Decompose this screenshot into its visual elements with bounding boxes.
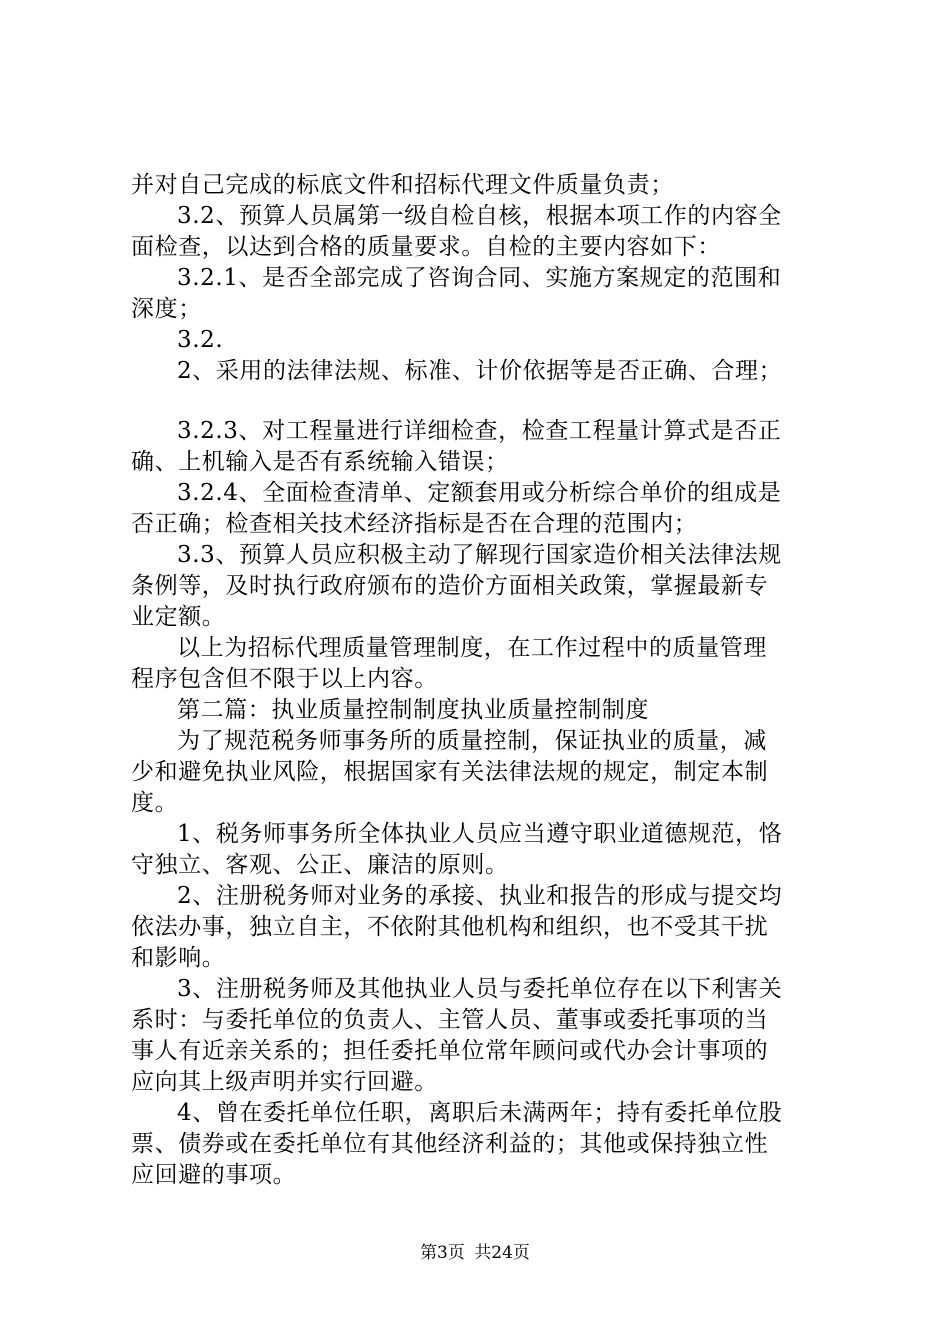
page-footer	[0, 1241, 950, 1265]
text-line: 应回避的事项。	[131, 1162, 297, 1188]
paragraph	[131, 726, 831, 819]
paragraph	[131, 633, 831, 695]
text-line: 深度；	[131, 296, 202, 322]
text-line: 事人有近亲关系的；担任委托单位常年顾问或代办会计事项的	[131, 1038, 769, 1064]
paragraph	[131, 695, 831, 726]
text-line: 为了规范税务师事务所的质量控制，保证执业的质量，减	[177, 728, 767, 754]
blank-line	[131, 387, 831, 416]
text-line: 否正确；检查相关技术经济指标是否在合理的范围内；	[131, 511, 698, 537]
paragraph	[131, 540, 831, 633]
text-line: 3.2.3、对工程量进行详细检查，检查工程量计算式是否正	[177, 418, 782, 444]
page-number: 第3页	[420, 1243, 465, 1263]
text-line: 第二篇：执业质量控制制度执业质量控制制度	[177, 697, 649, 723]
text-line: 少和避免执业风险，根据国家有关法律法规的规定，制定本制	[131, 759, 769, 785]
text-line: 3.2.1、是否全部完成了咨询合同、实施方案规定的范围和	[177, 265, 782, 291]
paragraph	[131, 881, 831, 974]
text-line: 3.3、预算人员应积极主动了解现行国家造价相关法律法规	[177, 542, 782, 568]
paragraph	[131, 263, 831, 325]
text-line: 4、曾在委托单位任职，离职后未满两年；持有委托单位股	[177, 1100, 783, 1126]
text-line: 以上为招标代理质量管理制度，在工作过程中的质量管理	[177, 635, 767, 661]
page-total: 共24页	[474, 1243, 530, 1263]
text-line: 应向其上级声明并实行回避。	[131, 1069, 438, 1095]
text-line: 条例等，及时执行政府颁布的造价方面相关政策，掌握最新专	[131, 573, 769, 599]
text-line: 3.2.4、全面检查清单、定额套用或分析综合单价的组成是	[177, 480, 782, 506]
text-line: 2、注册税务师对业务的承接、执业和报告的形成与提交均	[177, 883, 783, 909]
text-line: 3、注册税务师及其他执业人员与委托单位存在以下利害关	[177, 976, 783, 1002]
text-line: 度。	[131, 790, 179, 816]
paragraph	[131, 478, 831, 540]
paragraph	[131, 819, 831, 881]
paragraph	[131, 974, 831, 1098]
text-line: 3.2、预算人员属第一级自检自核，根据本项工作的内容全	[177, 203, 782, 229]
document-body	[131, 170, 831, 1191]
text-line: 依法办事，独立自主，不依附其他机构和组织，也不受其干扰	[131, 914, 769, 940]
paragraph	[131, 201, 831, 263]
text-line: 确、上机输入是否有系统输入错误；	[131, 449, 509, 475]
text-line: 2、采用的法律法规、标准、计价依据等是否正确、合理；	[177, 358, 783, 384]
text-line: 并对自己完成的标底文件和招标代理文件质量负责；	[131, 172, 674, 198]
text-line: 系时：与委托单位的负责人、主管人员、董事或委托事项的当	[131, 1007, 769, 1033]
text-line: 和影响。	[131, 945, 226, 971]
text-line: 业定额。	[131, 604, 226, 630]
paragraph	[131, 325, 831, 356]
paragraph	[131, 1098, 831, 1191]
text-line: 3.2.	[177, 327, 224, 353]
paragraph	[131, 356, 831, 387]
paragraph	[131, 170, 831, 201]
text-line: 1、税务师事务所全体执业人员应当遵守职业道德规范，恪	[177, 821, 783, 847]
text-line: 守独立、客观、公正、廉洁的原则。	[131, 852, 509, 878]
text-line: 面检查，以达到合格的质量要求。自检的主要内容如下：	[131, 234, 721, 260]
paragraph	[131, 416, 831, 478]
text-line: 票、债券或在委托单位有其他经济利益的；其他或保持独立性	[131, 1131, 769, 1157]
text-line: 程序包含但不限于以上内容。	[131, 666, 438, 692]
